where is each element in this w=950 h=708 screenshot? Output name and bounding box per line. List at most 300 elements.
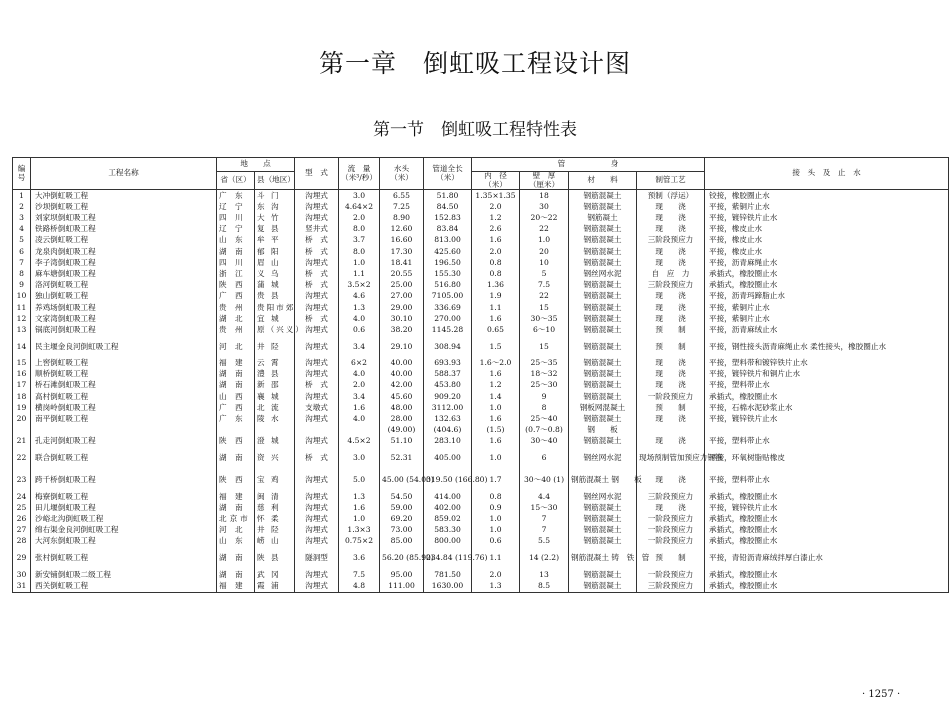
cell-flow: 4.0 (339, 314, 380, 325)
cell-joint: 平接，塑料带止水 (705, 380, 949, 391)
cell-no: 20 (13, 414, 31, 425)
cell-province: 山 东 (217, 536, 255, 547)
cell-wall: 20～22 (520, 213, 569, 224)
cell-name: 刘家坝倒虹吸工程 (31, 213, 217, 224)
cell-flow: 3.7 (339, 235, 380, 246)
cell-name: 凌云倒虹吸工程 (31, 235, 217, 246)
cell-joint: 承插式，橡胶圈止水 (705, 491, 949, 502)
cell-joint: 承插式，橡胶圈止水 (705, 280, 949, 291)
cell-dia: 1.7 (472, 469, 520, 491)
cell-no: 11 (13, 302, 31, 313)
cell-county (255, 425, 295, 436)
cell-flow: 1.1 (339, 269, 380, 280)
cell-joint: 平接，沥青麻绳止水 (705, 258, 949, 269)
cell-province: 辽 宁 (217, 224, 255, 235)
dia-unit: （米） (484, 179, 507, 189)
cell-joint: 平接，沥青麻绒止水 (705, 325, 949, 336)
table-row (13, 258, 949, 269)
cell-type: 沟埋式 (295, 469, 339, 491)
cell-head: 12.60 (380, 224, 424, 235)
table-row (13, 314, 949, 325)
cell-head: 6.55 (380, 190, 424, 202)
cell-dia: 1.6 (472, 436, 520, 447)
cell-process: 三阶段预应力 (637, 581, 705, 593)
cell-process: 现 浇 (637, 213, 705, 224)
cell-no: 19 (13, 403, 31, 414)
cell-province: 湖 南 (217, 369, 255, 380)
cell-dia: 1.2 (472, 380, 520, 391)
cell-type: 沟埋式 (295, 190, 339, 202)
cell-type: 沟埋式 (295, 503, 339, 514)
cell-province: 河 北 (217, 336, 255, 358)
cell-head: 59.00 (380, 503, 424, 514)
table-row (13, 436, 949, 447)
table-row (13, 425, 949, 436)
cell-county: 资 兴 (255, 447, 295, 469)
cell-head: 85.00 (380, 536, 424, 547)
cell-length: 405.00 (424, 447, 472, 469)
cell-process: 一阶段预应力 (637, 525, 705, 536)
cell-name: 龙泉肉倒虹吸工程 (31, 246, 217, 257)
cell-flow: 4.0 (339, 414, 380, 425)
cell-wall: 5.5 (520, 536, 569, 547)
cell-joint: 承插式，橡胶圈止水 (705, 525, 949, 536)
cell-head: 20.55 (380, 269, 424, 280)
cell-dia: 1.1 (472, 302, 520, 313)
cell-joint: 承插式，橡胶圈止水 (705, 581, 949, 593)
cell-province: 辽 宁 (217, 202, 255, 213)
cell-dia: 0.65 (472, 325, 520, 336)
cell-province: 陕 西 (217, 469, 255, 491)
cell-material: 钢筋混凝土 (569, 525, 637, 536)
cell-material: 钢筋混凝土 (569, 358, 637, 369)
table-row (13, 280, 949, 291)
cell-type (295, 425, 339, 436)
cell-county: 崂 山 (255, 536, 295, 547)
cell-type: 支墩式 (295, 403, 339, 414)
cell-wall: 30～35 (520, 314, 569, 325)
cell-dia: 0.6 (472, 536, 520, 547)
cell-wall: 14 (2.2) (520, 547, 569, 569)
cell-type: 桥 式 (295, 380, 339, 391)
cell-dia: 2.0 (472, 569, 520, 580)
cell-name: 跨千桥倒虹吸工程 (31, 469, 217, 491)
cell-name: 西关倒虹吸工程 (31, 581, 217, 593)
cell-flow: 4.5×2 (339, 436, 380, 447)
cell-name: 上窖倒虹吸工程 (31, 358, 217, 369)
table-row (13, 414, 949, 425)
cell-name: 绵右渠金良河倒虹吸工程 (31, 525, 217, 536)
cell-length: 308.94 (424, 336, 472, 358)
cell-material: 钢丝网水泥 (569, 491, 637, 502)
cell-county: 陵 水 (255, 414, 295, 425)
table-row (13, 269, 949, 280)
table-row (13, 569, 949, 580)
cell-dia: 0.8 (472, 258, 520, 269)
cell-flow: 3.5×2 (339, 280, 380, 291)
cell-joint: 平接，钢性接头沥青麻绳止水 柔性接头，橡胶圈止水 (705, 336, 949, 358)
cell-process: 三阶段预应力 (637, 280, 705, 291)
cell-flow: 3.4 (339, 336, 380, 358)
cell-process: 现 浇 (637, 246, 705, 257)
cell-province: 湖 南 (217, 380, 255, 391)
cell-county: 原（兴义） (255, 325, 295, 336)
cell-no: 12 (13, 314, 31, 325)
cell-length: 693.93 (424, 358, 472, 369)
cell-type: 沟埋式 (295, 491, 339, 502)
cell-joint: 平接，沥青玛蹄脂止水 (705, 291, 949, 302)
cell-joint: 平接，镀锌铁片止水 (705, 213, 949, 224)
cell-county: 北 流 (255, 403, 295, 414)
cell-process: 预 制 (637, 336, 705, 358)
cell-material: 钢筋混凝土 (569, 503, 637, 514)
cell-process: 预 制 (637, 547, 705, 569)
cell-length: 453.80 (424, 380, 472, 391)
cell-head: 42.00 (380, 380, 424, 391)
cell-province: 贵 州 (217, 302, 255, 313)
cell-no: 14 (13, 336, 31, 358)
cell-head: 25.00 (380, 280, 424, 291)
table-row (13, 403, 949, 414)
cell-joint: 平接，镀锌铁片和铜片止水 (705, 369, 949, 380)
cell-wall: 15 (520, 336, 569, 358)
header-joint: 接 头 及 止 水 (705, 158, 949, 190)
cell-joint: 承插式，橡胶圈止水 (705, 514, 949, 525)
table-row (13, 213, 949, 224)
cell-length: (404.6) (424, 425, 472, 436)
cell-flow: 3.6 (339, 547, 380, 569)
cell-material: 钢筋混凝土 (569, 190, 637, 202)
cell-county: 襄 城 (255, 391, 295, 402)
cell-length: 283.10 (424, 436, 472, 447)
cell-wall: 30～40 (1) (520, 469, 569, 491)
cell-dia: 1.6 (472, 414, 520, 425)
cell-no: 1 (13, 190, 31, 202)
cell-type: 沟埋式 (295, 202, 339, 213)
cell-dia: 1.9 (472, 291, 520, 302)
cell-type: 沟埋式 (295, 569, 339, 580)
cell-process: 三阶段预应力 (637, 491, 705, 502)
cell-flow: 0.75×2 (339, 536, 380, 547)
dia-label: 内 径 (484, 171, 507, 180)
table-row (13, 581, 949, 593)
table-row (13, 503, 949, 514)
cell-wall: 6 (520, 447, 569, 469)
cell-process: 现 浇 (637, 224, 705, 235)
cell-wall: 15 (520, 302, 569, 313)
cell-wall: 1.0 (520, 235, 569, 246)
cell-head: 18.41 (380, 258, 424, 269)
cell-dia: 0.8 (472, 269, 520, 280)
cell-name: 铁路桥倒虹吸工程 (31, 224, 217, 235)
cell-no: 16 (13, 369, 31, 380)
cell-county: 贵 县 (255, 291, 295, 302)
cell-wall: 4.4 (520, 491, 569, 502)
cell-type: 竖井式 (295, 224, 339, 235)
table-row (13, 202, 949, 213)
cell-no: 3 (13, 213, 31, 224)
cell-no: 15 (13, 358, 31, 369)
cell-flow: 3.4 (339, 391, 380, 402)
cell-process: 现 浇 (637, 469, 705, 491)
flow-label: 流 量 (347, 164, 371, 173)
cell-joint: 平接，塑料带和镀锌铁片止水 (705, 358, 949, 369)
cell-name: 新安铺倒虹吸二级工程 (31, 569, 217, 580)
cell-dia: (1.5) (472, 425, 520, 436)
cell-no: 28 (13, 536, 31, 547)
cell-county: 斗 门 (255, 190, 295, 202)
cell-no: 25 (13, 503, 31, 514)
cell-dia: 1.0 (472, 447, 520, 469)
cell-name: 李子湾倒虹吸工程 (31, 258, 217, 269)
cell-no: 7 (13, 258, 31, 269)
cell-head: 40.00 (380, 369, 424, 380)
cell-type: 沟埋式 (295, 525, 339, 536)
cell-province: 广 西 (217, 403, 255, 414)
cell-head: 45.60 (380, 391, 424, 402)
cell-head: 30.10 (380, 314, 424, 325)
cell-province: 四 川 (217, 258, 255, 269)
cell-process: 自 应 力 (637, 269, 705, 280)
cell-type: 沟埋式 (295, 302, 339, 313)
cell-length: 909.20 (424, 391, 472, 402)
cell-length: 7105.00 (424, 291, 472, 302)
cell-head: (49.00) (380, 425, 424, 436)
cell-county: 闽 清 (255, 491, 295, 502)
cell-county: 陕 县 (255, 547, 295, 569)
cell-process: 一阶段预应力 (637, 569, 705, 580)
cell-joint: 平接，镀锌铁片止水 (705, 503, 949, 514)
cell-wall: 7.5 (520, 280, 569, 291)
cell-province: 湖 南 (217, 547, 255, 569)
cell-no: 13 (13, 325, 31, 336)
cell-head: 95.00 (380, 569, 424, 580)
cell-dia: 1.0 (472, 525, 520, 536)
cell-joint: 平接，环氧树脂贴橡皮 (705, 447, 949, 469)
header-material: 材 料 (569, 172, 637, 190)
cell-flow: 4.64×2 (339, 202, 380, 213)
cell-province: 湖 北 (217, 314, 255, 325)
cell-flow: 1.3×3 (339, 525, 380, 536)
cell-flow: 4.6 (339, 291, 380, 302)
cell-material: 钢筋混凝土 (569, 224, 637, 235)
cell-joint: 平接，橡皮止水 (705, 235, 949, 246)
cell-province: 湖 南 (217, 447, 255, 469)
cell-material: 钢筋凝土 (569, 213, 637, 224)
cell-material: 钢丝网水泥 (569, 269, 637, 280)
cell-material: 钢筋混凝土 (569, 536, 637, 547)
cell-name: 沙峪北沟倒虹吸工程 (31, 514, 217, 525)
head-label: 水头 (393, 164, 410, 173)
cell-material: 钢筋混凝土 (569, 581, 637, 593)
cell-name: 养鸡场倒虹吸工程 (31, 302, 217, 313)
cell-process: 现 浇 (637, 258, 705, 269)
cell-county: 井 陉 (255, 525, 295, 536)
cell-province: 福 建 (217, 358, 255, 369)
cell-head: 54.50 (380, 491, 424, 502)
cell-no: 27 (13, 525, 31, 536)
cell-province: 河 北 (217, 525, 255, 536)
cell-head: 111.00 (380, 581, 424, 593)
cell-type: 沟埋式 (295, 213, 339, 224)
cell-type: 沟埋式 (295, 391, 339, 402)
cell-province: 湖 南 (217, 569, 255, 580)
table-row (13, 369, 949, 380)
cell-head: 16.60 (380, 235, 424, 246)
header-county: 县（地区） (255, 172, 295, 190)
cell-type: 桥 式 (295, 447, 339, 469)
cell-material: 钢筋混凝土 (569, 336, 637, 358)
cell-process (637, 425, 705, 436)
cell-material: 钢筋混凝土 (569, 325, 637, 336)
table-row (13, 224, 949, 235)
wall-unit: （厘米） (528, 179, 560, 189)
cell-name: 田儿堰倒虹吸工程 (31, 503, 217, 514)
cell-wall: (0.7～0.8) (520, 425, 569, 436)
cell-no: 31 (13, 581, 31, 593)
cell-wall: 6～10 (520, 325, 569, 336)
cell-length: 132.63 (424, 414, 472, 425)
length-label: 管道全长 (432, 164, 463, 173)
header-process: 制管工艺 (637, 172, 705, 190)
cell-province: 山 东 (217, 235, 255, 246)
cell-county: 东 沟 (255, 202, 295, 213)
cell-type: 沟埋式 (295, 325, 339, 336)
header-length (424, 158, 472, 190)
length-unit: （米） (436, 172, 459, 182)
cell-joint: 平接，石棉水泥砂浆止水 (705, 403, 949, 414)
cell-joint: 平接，紫铜片止水 (705, 314, 949, 325)
cell-wall: 7 (520, 525, 569, 536)
table-body (13, 190, 949, 592)
cell-wall: 30～40 (520, 436, 569, 447)
cell-head: 29.10 (380, 336, 424, 358)
cell-wall: 13 (520, 569, 569, 580)
cell-type: 沟埋式 (295, 369, 339, 380)
cell-wall: 18～32 (520, 369, 569, 380)
cell-head: 8.90 (380, 213, 424, 224)
cell-name: 麻车塘倒虹吸工程 (31, 269, 217, 280)
cell-head: 48.00 (380, 403, 424, 414)
cell-head: 29.00 (380, 302, 424, 313)
cell-process: 现 浇 (637, 380, 705, 391)
header-type: 型 式 (295, 158, 339, 190)
cell-province: 贵 州 (217, 325, 255, 336)
cell-province: 四 川 (217, 213, 255, 224)
cell-wall: 8 (520, 403, 569, 414)
cell-name: 民主堰金良河倒虹吸工程 (31, 336, 217, 358)
cell-type: 桥 式 (295, 246, 339, 257)
cell-material: 钢 板 (569, 425, 637, 436)
cell-no: 8 (13, 269, 31, 280)
cell-material: 钢筋混凝土 (569, 280, 637, 291)
cell-material: 钢筋混凝土 (569, 314, 637, 325)
cell-process: 预 制 (637, 403, 705, 414)
cell-dia: 2.6 (472, 224, 520, 235)
cell-flow: 1.6 (339, 503, 380, 514)
cell-length: 234.84 (119.76) (424, 547, 472, 569)
table-row (13, 246, 949, 257)
cell-process: 现 浇 (637, 503, 705, 514)
cell-type: 沟埋式 (295, 336, 339, 358)
cell-joint: 平接，紫铜片止水 (705, 302, 949, 313)
cell-wall: 5 (520, 269, 569, 280)
cell-head: 40.00 (380, 358, 424, 369)
cell-type: 桥 式 (295, 269, 339, 280)
cell-county: 复 县 (255, 224, 295, 235)
cell-dia: 1.35×1.35 (472, 190, 520, 202)
cell-name: 联合倒虹吸工程 (31, 447, 217, 469)
wall-label: 壁 厚 (532, 171, 556, 180)
cell-province: 福 建 (217, 491, 255, 502)
cell-material: 钢筋混凝土 (569, 291, 637, 302)
cell-length: 402.00 (424, 503, 472, 514)
cell-province: 陕 西 (217, 436, 255, 447)
header-inner-dia (472, 172, 520, 190)
table-row (13, 302, 949, 313)
cell-joint: 承插式，橡胶圈止水 (705, 269, 949, 280)
cell-head: 28.00 (380, 414, 424, 425)
cell-name: 桥石滩倒虹吸工程 (31, 380, 217, 391)
cell-county: 郁 阳 (255, 246, 295, 257)
cell-length: 781.50 (424, 569, 472, 580)
cell-wall: 20 (520, 246, 569, 257)
cell-county: 怀 柔 (255, 514, 295, 525)
cell-dia: 1.5 (472, 336, 520, 358)
cell-type: 桥 式 (295, 280, 339, 291)
cell-flow (339, 425, 380, 436)
cell-flow: 1.0 (339, 258, 380, 269)
cell-wall: 25～35 (520, 358, 569, 369)
cell-county: 新 邵 (255, 380, 295, 391)
cell-process: 现 浇 (637, 202, 705, 213)
cell-no: 30 (13, 569, 31, 580)
cell-no: 21 (13, 436, 31, 447)
cell-length: 588.37 (424, 369, 472, 380)
chapter-title: 第一章 倒虹吸工程设计图 (318, 49, 631, 78)
table-row (13, 380, 949, 391)
cell-no (13, 425, 31, 436)
cell-county: 慈 利 (255, 503, 295, 514)
table-row (13, 291, 949, 302)
cell-name: 梅寮倒虹吸工程 (31, 491, 217, 502)
cell-flow: 2.0 (339, 213, 380, 224)
cell-name: 沙坝倒虹吸工程 (31, 202, 217, 213)
cell-length: 859.02 (424, 514, 472, 525)
table-row (13, 358, 949, 369)
cell-joint: 承插式，橡胶圈止水 (705, 536, 949, 547)
cell-wall: 25～40 (520, 414, 569, 425)
cell-wall: 8.5 (520, 581, 569, 593)
cell-joint: 平接，青铅沥青麻绒拌厚白漆止水 (705, 547, 949, 569)
cell-province: 浙 江 (217, 269, 255, 280)
cell-material: 钢丝网水泥 (569, 447, 637, 469)
cell-process: 现 浇 (637, 369, 705, 380)
cell-flow: 2.0 (339, 380, 380, 391)
cell-flow: 7.5 (339, 569, 380, 580)
cell-name: 高村倒虹吸工程 (31, 391, 217, 402)
cell-length: 813.00 (424, 235, 472, 246)
cell-no: 2 (13, 202, 31, 213)
cell-process: 预 制 (637, 325, 705, 336)
cell-material: 钢筋混凝土 (569, 246, 637, 257)
cell-county: 宜 城 (255, 314, 295, 325)
cell-county: 云 霄 (255, 358, 295, 369)
cell-no: 24 (13, 491, 31, 502)
cell-length: 414.00 (424, 491, 472, 502)
cell-length: 800.00 (424, 536, 472, 547)
cell-joint: 铰接，橡胶圈止水 (705, 190, 949, 202)
